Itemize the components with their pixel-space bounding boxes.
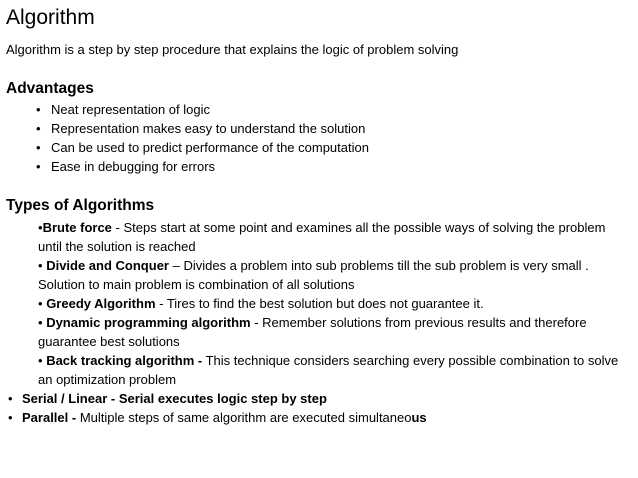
bullet-icon: • [38,258,43,273]
list-item [38,218,630,256]
type-name: Divide and Conquer [46,258,169,273]
bullet-icon: • [36,159,41,174]
execution-list [0,389,427,427]
list-item: • Representation makes easy to understand the solution [36,121,366,136]
type-name: Greedy Algorithm [46,296,156,311]
bullet-icon: • [38,296,43,311]
type-description: - Steps start at some point and examines all the possible ways of solving the problem until the solution is reached [38,220,606,254]
list-item: • Ease in debugging for errors [36,159,216,174]
advantages-list [0,100,369,176]
serial-linear-text: Serial / Linear - Serial executes logic step by step [22,391,327,406]
list-item [38,313,630,351]
parallel-description: Multiple steps of same algorithm are executed simultaneo [76,410,412,425]
type-name: Dynamic programming algorithm [46,315,251,330]
bullet-icon: • [8,410,13,425]
type-description: - Tires to find the best solution but does not guarantee it. [155,296,484,311]
bullet-icon: • [36,140,41,155]
types-heading: Types of Algorithms [6,197,155,214]
list-item [38,294,630,313]
advantages-heading: Advantages [6,80,94,97]
bullet-icon: • [36,102,41,117]
type-description: This technique considers searching every possible combination to solve an optimization problem [38,353,619,387]
type-name: Back tracking algorithm - [46,353,203,368]
types-list [38,218,630,389]
list-item [0,389,427,408]
bullet-icon: • [38,220,43,235]
page-title: Algorithm [6,6,95,29]
bullet-icon: • [38,353,43,368]
type-name: Brute force [42,220,112,235]
parallel-name: Parallel - [22,410,77,425]
type-description: – Divides a problem into sub problems till the sub problem is very small . Solution to main problem is combination of all solutions [38,258,589,292]
bullet-icon: • [8,391,13,406]
bullet-icon: • [38,315,43,330]
list-item [38,351,630,389]
list-item: • Can be used to predict performance of the computation [36,140,369,155]
parallel-description-bold: us [411,410,427,425]
bullet-icon: • [36,121,41,136]
list-item [0,408,427,427]
intro-text: Algorithm is a step by step procedure that explains the logic of problem solving [6,42,459,57]
list-item [38,256,630,294]
type-description: - Remember solutions from previous results and therefore guarantee best solutions [38,315,587,349]
list-item: • Neat representation of logic [36,102,210,117]
